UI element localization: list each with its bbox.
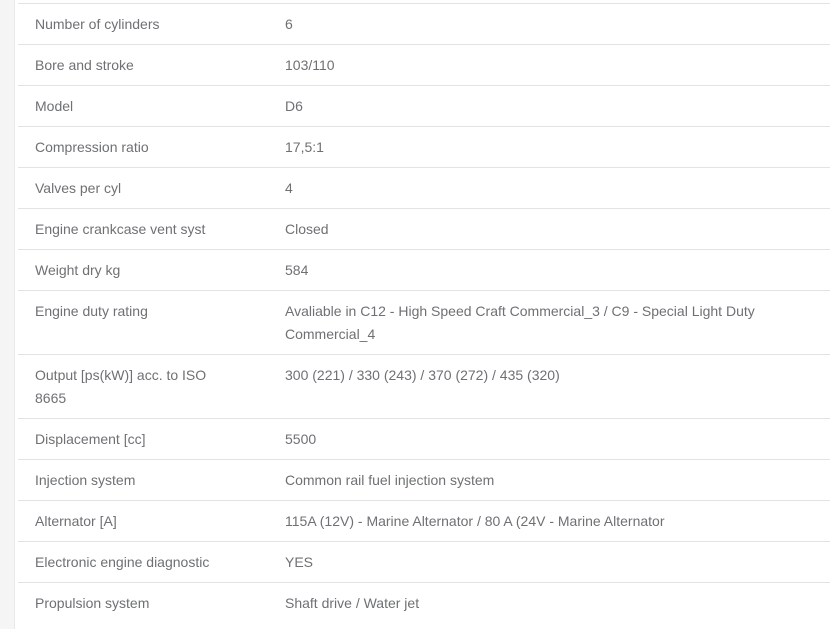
spec-row <box>18 167 830 208</box>
spec-row-label: Engine duty rating <box>35 302 148 319</box>
spec-row-value: Avaliable in C12 - High Speed Craft Commercial_3 / C9 - Special Light Duty Commercial_4 <box>285 302 755 342</box>
spec-row <box>18 500 830 541</box>
spec-row-label: Output [ps(kW)] acc. to ISO 8665 <box>35 366 207 406</box>
spec-row <box>18 354 830 418</box>
spec-row-label: Valves per cyl <box>35 179 122 196</box>
spec-row-value: YES <box>285 553 314 570</box>
spec-row-value: Closed <box>285 220 329 237</box>
spec-row-value: 5500 <box>285 430 317 447</box>
spec-row-label: Weight dry kg <box>35 261 121 278</box>
spec-row-value: 17,5:1 <box>285 138 324 155</box>
spec-row-value: 584 <box>285 261 309 278</box>
spec-row <box>18 290 830 354</box>
spec-row <box>18 85 830 126</box>
spec-row <box>18 126 830 167</box>
spec-row-value: 6 <box>285 15 293 32</box>
left-rail <box>0 0 15 629</box>
spec-row-label: Injection system <box>35 471 136 488</box>
spec-row-label: Compression ratio <box>35 138 149 155</box>
spec-row-value: 300 (221) / 330 (243) / 370 (272) / 435 (320) <box>285 366 560 383</box>
spec-row-value: 115A (12V) - Marine Alternator / 80 A (24V - Marine Alternator <box>285 512 665 529</box>
spec-row <box>18 582 830 623</box>
spec-row <box>18 249 830 290</box>
spec-row-value: 4 <box>285 179 293 196</box>
spec-row <box>18 459 830 500</box>
spec-row-label: Engine crankcase vent syst <box>35 220 206 237</box>
spec-row-label: Model <box>35 97 74 114</box>
spec-row <box>18 208 830 249</box>
spec-row-label: Alternator [A] <box>35 512 117 529</box>
spec-row-label: Propulsion system <box>35 594 150 611</box>
spec-row-label: Displacement [cc] <box>35 430 146 447</box>
spec-row <box>18 541 830 582</box>
spec-row <box>18 3 830 44</box>
spec-row-label: Number of cylinders <box>35 15 160 32</box>
spec-row-value: 103/110 <box>285 56 335 73</box>
spec-row-value: D6 <box>285 97 303 114</box>
spec-row-value: Common rail fuel injection system <box>285 471 495 488</box>
spec-row <box>18 418 830 459</box>
spec-row-label: Bore and stroke <box>35 56 134 73</box>
spec-row-value: Shaft drive / Water jet <box>285 594 420 611</box>
spec-row-label: Electronic engine diagnostic <box>35 553 210 570</box>
spec-row <box>18 44 830 85</box>
spec-table <box>18 3 830 623</box>
